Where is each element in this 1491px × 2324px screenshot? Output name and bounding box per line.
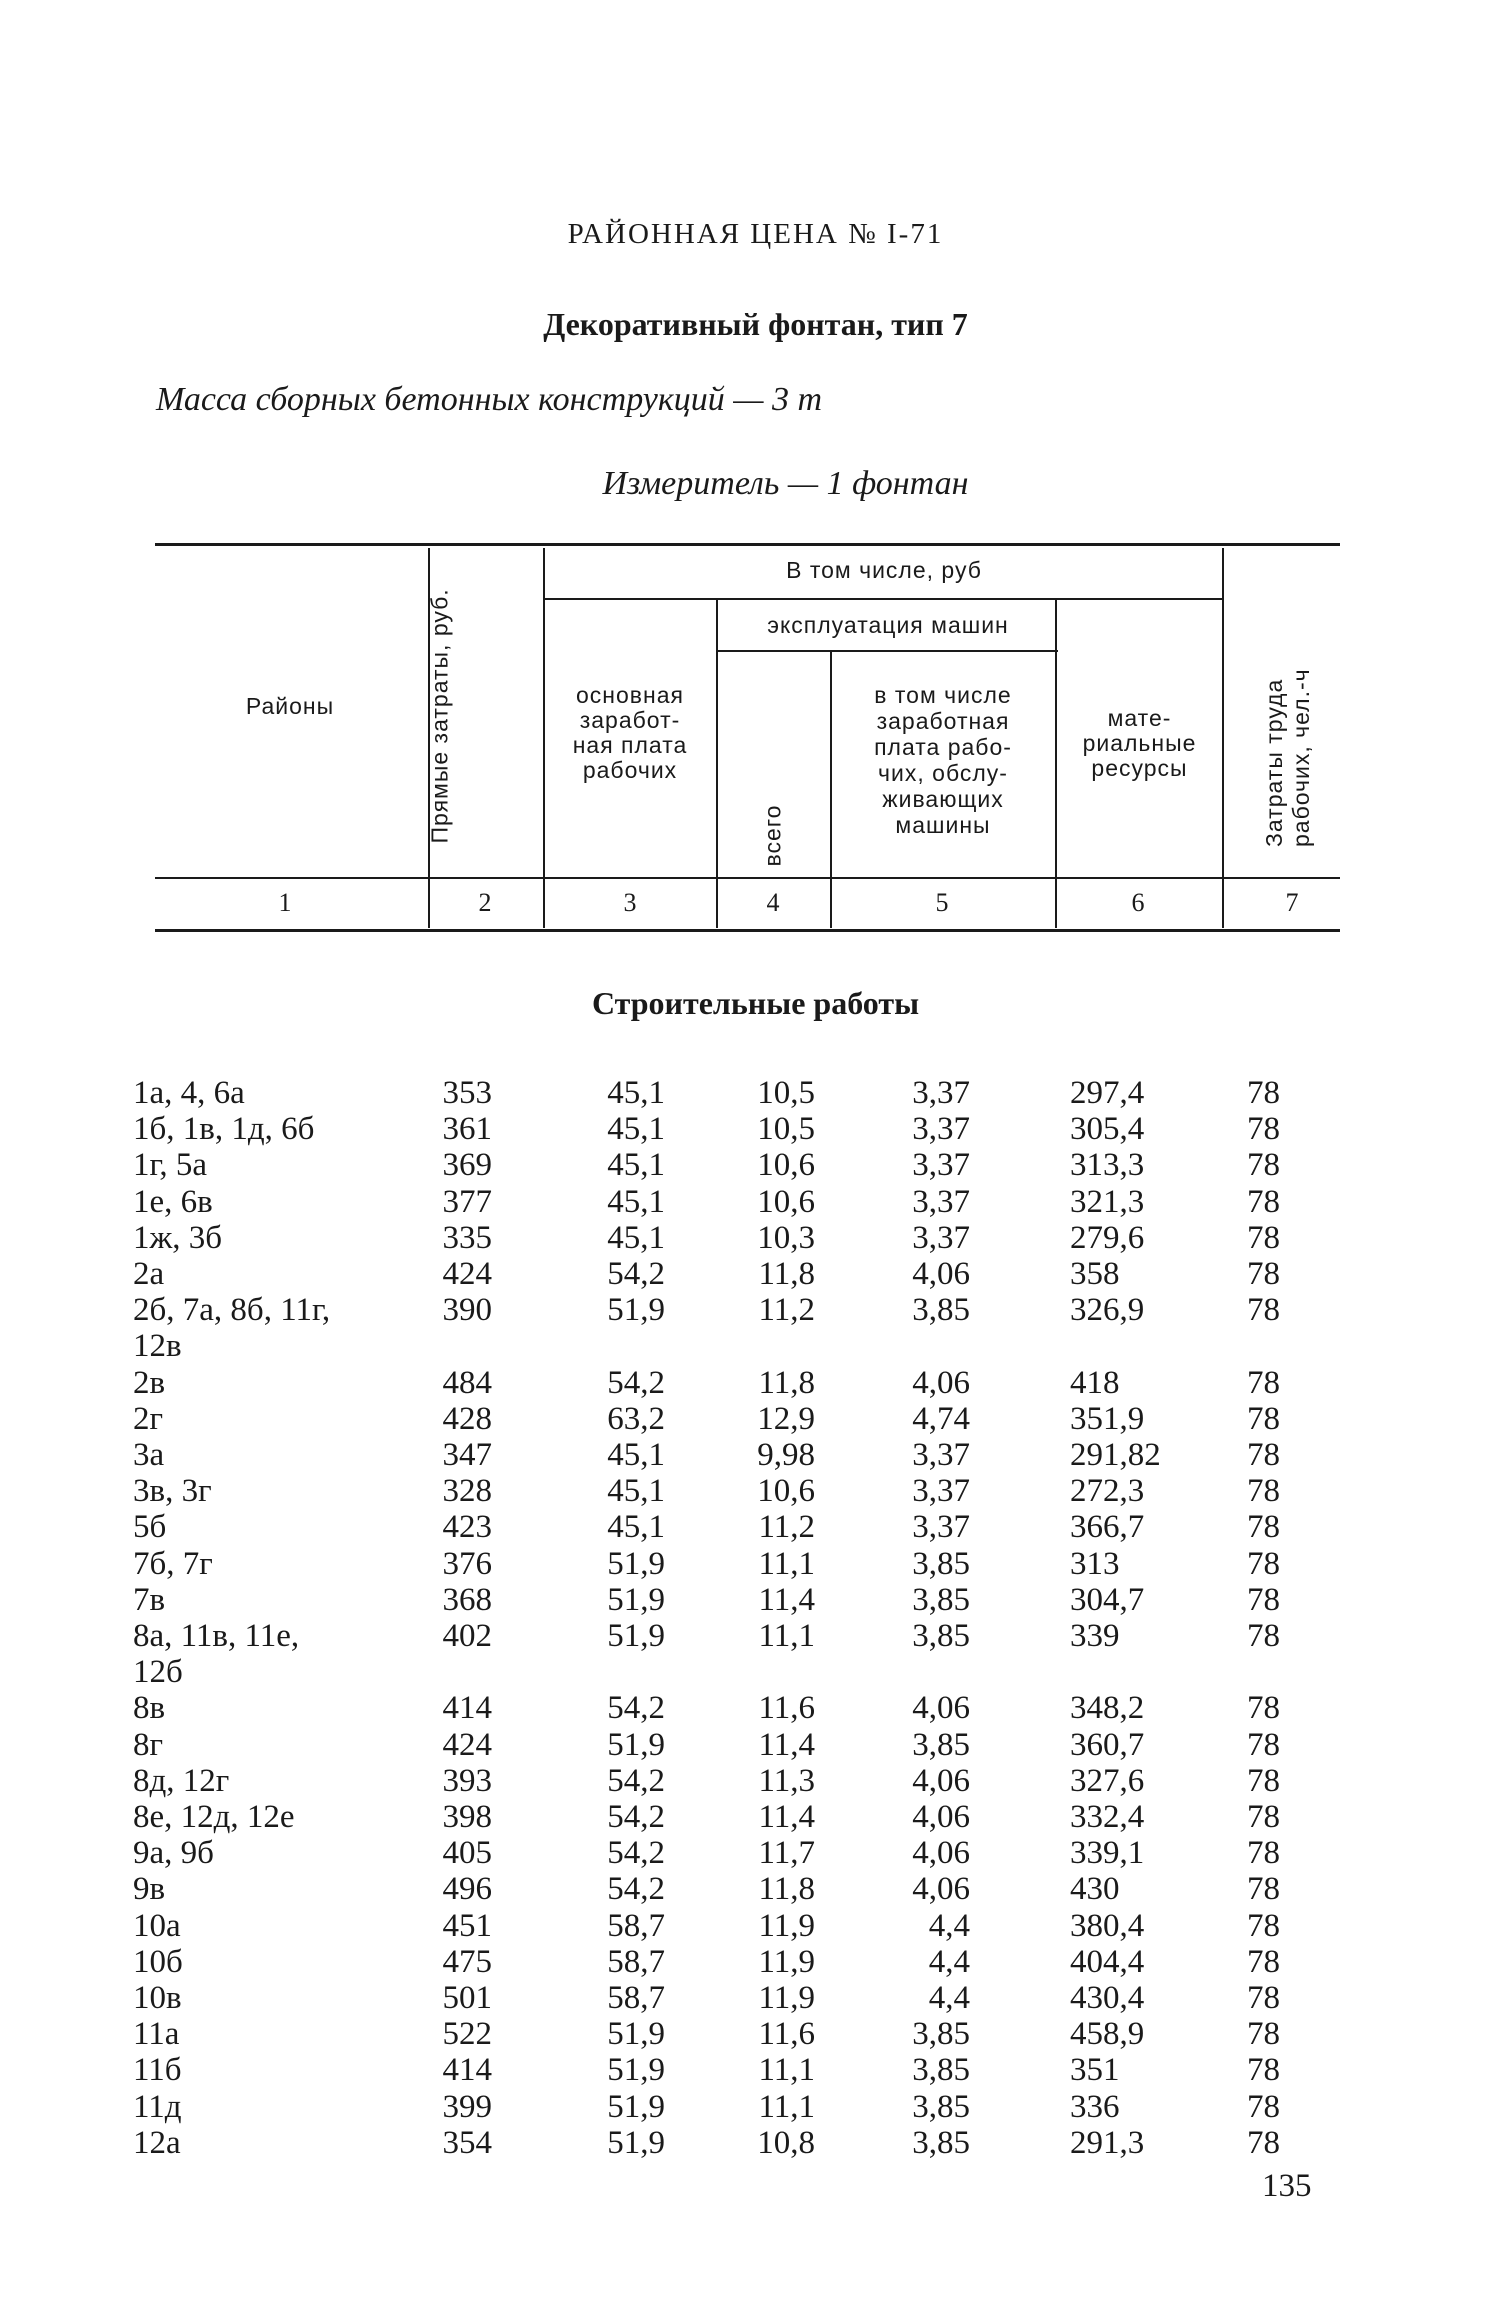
table-row [0,1256,1491,1292]
cell-district: 3в, 3г [133,1473,212,1509]
cell-district: 9а, 9б [133,1835,214,1871]
cell-materials: 404,4 [1070,1944,1145,1980]
cell-direct-costs: 369 [442,1147,492,1183]
table-row [0,1980,1491,2016]
cell-base-wage: 45,1 [607,1111,665,1147]
cell-machine-wage: 3,37 [912,1147,970,1183]
cell-materials: 313,3 [1070,1147,1145,1183]
table-row [0,1075,1491,1111]
cell-district: 1б, 1в, 1д, 6б [133,1111,315,1147]
cell-machine-total: 11,3 [758,1763,815,1799]
cell-machine-total: 10,5 [757,1075,815,1111]
cell-machine-total: 11,9 [758,1908,815,1944]
cell-base-wage: 63,2 [607,1401,665,1437]
cell-materials: 279,6 [1070,1220,1145,1256]
cell-machine-total: 12,9 [757,1401,815,1437]
cell-machine-wage: 4,06 [912,1256,970,1292]
cell-machine-wage: 3,85 [912,2089,970,2125]
cell-machine-wage: 3,85 [912,1292,970,1328]
cell-base-wage: 58,7 [607,1944,665,1980]
table-row [0,1799,1491,1835]
cell-machine-wage: 4,06 [912,1835,970,1871]
cell-materials: 418 [1070,1365,1120,1401]
cell-direct-costs: 522 [442,2016,492,2052]
cell-base-wage: 51,9 [607,1292,665,1328]
cell-labor: 78 [1247,1365,1280,1401]
cell-machine-total: 11,4 [758,1799,815,1835]
cell-direct-costs: 424 [442,1727,492,1763]
cell-materials: 304,7 [1070,1582,1145,1618]
page-number: 135 [1262,2168,1312,2204]
cell-machine-total: 11,2 [758,1292,815,1328]
header-machine-wage-line: живающих [882,786,1004,812]
cell-district: 1ж, 3б [133,1220,223,1256]
cell-machine-total: 11,8 [758,1365,815,1401]
cell-labor: 78 [1247,1582,1280,1618]
cell-machine-total: 10,6 [757,1147,815,1183]
cell-machine-wage: 3,37 [912,1437,970,1473]
cell-district: 11а [133,2016,180,2052]
cell-labor: 78 [1247,1473,1280,1509]
cell-base-wage: 45,1 [607,1473,665,1509]
cell-direct-costs: 353 [442,1075,492,1111]
cell-direct-costs: 424 [442,1256,492,1292]
table-row [0,1727,1491,1763]
cell-base-wage: 54,2 [607,1763,665,1799]
header-materials [1057,706,1222,781]
cell-district: 2б, 7а, 8б, 11г, [133,1292,331,1328]
cell-machine-total: 11,1 [758,1546,815,1582]
cell-labor: 78 [1247,1184,1280,1220]
table-row [0,1944,1491,1980]
cell-base-wage: 54,2 [607,1871,665,1907]
cell-machine-wage: 3,37 [912,1220,970,1256]
cell-materials: 360,7 [1070,1727,1145,1763]
cell-base-wage: 54,2 [607,1835,665,1871]
cell-base-wage: 45,1 [607,1184,665,1220]
cell-district: 7б, 7г [133,1546,213,1582]
cell-machine-total: 11,6 [758,2016,815,2052]
cell-labor: 78 [1247,1401,1280,1437]
cell-district: 12б [133,1654,183,1690]
cell-machine-total: 11,4 [758,1582,815,1618]
cell-machine-total: 10,8 [757,2125,815,2161]
cell-materials: 291,82 [1070,1437,1161,1473]
cell-district: 12в [133,1328,182,1364]
cell-direct-costs: 347 [442,1437,492,1473]
cell-base-wage: 51,9 [607,1727,665,1763]
cell-district: 9в [133,1871,166,1907]
cell-district: 11д [133,2089,182,2125]
cell-district: 11б [133,2052,182,2088]
cell-district: 10а [133,1908,181,1944]
cell-machine-total: 10,3 [757,1220,815,1256]
cell-labor: 78 [1247,2089,1280,2125]
table-row [0,1835,1491,1871]
cell-base-wage: 51,9 [607,2016,665,2052]
cell-direct-costs: 398 [442,1799,492,1835]
cell-base-wage: 51,9 [607,2125,665,2161]
cell-machine-wage: 3,85 [912,1618,970,1654]
table-number-rule [155,929,1340,932]
object-title: Декоративный фонтан, тип 7 [543,306,968,342]
cell-machine-total: 11,2 [758,1509,815,1545]
header-materials-line: мате- [1107,705,1172,731]
table-row [0,1473,1491,1509]
cell-machine-wage: 3,37 [912,1184,970,1220]
cell-direct-costs: 399 [442,2089,492,2125]
cell-machine-total: 11,4 [758,1727,815,1763]
cell-district: 5б [133,1509,167,1545]
table-row [0,1328,1491,1364]
cell-direct-costs: 484 [442,1365,492,1401]
cell-labor: 78 [1247,2052,1280,2088]
table-row [0,1763,1491,1799]
col-number-2: 2 [478,888,492,917]
cell-machine-wage: 3,85 [912,1546,970,1582]
cell-machine-total: 11,1 [758,2089,815,2125]
cell-district: 8е, 12д, 12е [133,1799,295,1835]
cell-machine-total: 10,5 [757,1111,815,1147]
cell-district: 12а [133,2125,181,2161]
cell-materials: 321,3 [1070,1184,1145,1220]
cell-labor: 78 [1247,1727,1280,1763]
cell-machine-total: 11,6 [758,1690,815,1726]
header-machine-wage-line: чих, обслу- [878,760,1008,786]
cell-base-wage: 51,9 [607,1582,665,1618]
cell-direct-costs: 451 [442,1908,492,1944]
header-base-wage-line: рабочих [582,757,678,783]
cell-base-wage: 54,2 [607,1365,665,1401]
table-row [0,1546,1491,1582]
cell-machine-total: 11,9 [758,1980,815,2016]
cell-base-wage: 51,9 [607,1546,665,1582]
machine-underline [718,650,1058,652]
table-row [0,1690,1491,1726]
cell-base-wage: 51,9 [607,2052,665,2088]
table-row [0,2016,1491,2052]
cell-direct-costs: 376 [442,1546,492,1582]
cell-direct-costs: 335 [442,1220,492,1256]
cell-base-wage: 45,1 [607,1147,665,1183]
cell-labor: 78 [1247,1690,1280,1726]
cell-base-wage: 58,7 [607,1908,665,1944]
header-machine-wage [832,682,1054,838]
cell-labor: 78 [1247,1980,1280,2016]
header-labor-line: Затраты труда [1261,678,1287,847]
cell-machine-wage: 4,4 [928,1980,970,2016]
cell-labor: 78 [1247,1292,1280,1328]
cell-machine-wage: 3,85 [912,1727,970,1763]
cell-machine-wage: 3,85 [912,2125,970,2161]
cell-direct-costs: 414 [442,1690,492,1726]
cell-direct-costs: 496 [442,1871,492,1907]
cell-materials: 366,7 [1070,1509,1145,1545]
cell-machine-wage: 3,85 [912,2016,970,2052]
cell-direct-costs: 361 [442,1111,492,1147]
cell-materials: 351,9 [1070,1401,1145,1437]
cell-machine-wage: 4,06 [912,1690,970,1726]
cell-machine-total: 11,7 [758,1835,815,1871]
cell-district: 8в [133,1690,166,1726]
cell-machine-wage: 3,37 [912,1111,970,1147]
col-number-5: 5 [935,888,949,917]
cell-direct-costs: 390 [442,1292,492,1328]
cell-machine-wage: 3,37 [912,1509,970,1545]
header-machine-wage-line: машины [895,812,991,838]
header-districts: Районы [245,693,335,719]
cell-materials: 339 [1070,1618,1120,1654]
col-divider-3 [716,600,718,928]
cell-direct-costs: 501 [442,1980,492,2016]
cell-base-wage: 45,1 [607,1075,665,1111]
header-total: всего [759,804,786,867]
cell-base-wage: 54,2 [607,1256,665,1292]
cell-labor: 78 [1247,1871,1280,1907]
cell-labor: 78 [1247,1799,1280,1835]
header-labor [1261,627,1315,847]
table-row [0,1654,1491,1690]
table-row [0,1582,1491,1618]
cell-materials: 458,9 [1070,2016,1145,2052]
cell-direct-costs: 368 [442,1582,492,1618]
header-machine-wage-line: в том числе [874,682,1012,708]
cell-materials: 305,4 [1070,1111,1145,1147]
table-row [0,1618,1491,1654]
cell-base-wage: 51,9 [607,1618,665,1654]
cell-materials: 272,3 [1070,1473,1145,1509]
cell-machine-total: 10,6 [757,1473,815,1509]
cell-materials: 291,3 [1070,2125,1145,2161]
cell-machine-wage: 3,85 [912,2052,970,2088]
cell-machine-wage: 4,06 [912,1763,970,1799]
cell-machine-total: 11,8 [758,1871,815,1907]
table-row [0,2089,1491,2125]
cell-direct-costs: 405 [442,1835,492,1871]
header-machine-operation: эксплуатация машин [767,612,1009,638]
cell-labor: 78 [1247,1763,1280,1799]
header-base-wage-line: основная [576,682,684,708]
cell-machine-wage: 4,06 [912,1799,970,1835]
cell-machine-wage: 4,06 [912,1365,970,1401]
cell-direct-costs: 414 [442,2052,492,2088]
cell-base-wage: 58,7 [607,1980,665,2016]
cell-direct-costs: 475 [442,1944,492,1980]
cell-materials: 326,9 [1070,1292,1145,1328]
table-row [0,1871,1491,1907]
cell-district: 2в [133,1365,166,1401]
cell-direct-costs: 402 [442,1618,492,1654]
cell-district: 1а, 4, 6а [133,1075,245,1111]
cell-machine-total: 11,1 [758,2052,815,2088]
cell-direct-costs: 428 [442,1401,492,1437]
table-top-rule [155,543,1340,546]
cell-direct-costs: 354 [442,2125,492,2161]
cell-materials: 313 [1070,1546,1120,1582]
header-base-wage-line: ная плата [572,732,688,758]
table-row [0,1908,1491,1944]
cell-materials: 430,4 [1070,1980,1145,2016]
cell-district: 7в [133,1582,166,1618]
table-row [0,1437,1491,1473]
table-row [0,1220,1491,1256]
cell-direct-costs: 328 [442,1473,492,1509]
cell-base-wage: 45,1 [607,1220,665,1256]
measure-line: Измеритель — 1 фонтан [602,465,969,502]
cell-labor: 78 [1247,2016,1280,2052]
cell-base-wage: 45,1 [607,1509,665,1545]
header-labor-line: рабочих, чел.-ч [1288,668,1314,847]
cell-district: 1г, 5а [133,1147,207,1183]
cell-machine-wage: 4,4 [928,1944,970,1980]
cell-machine-wage: 3,37 [912,1473,970,1509]
cell-machine-wage: 3,37 [912,1075,970,1111]
table-row [0,1111,1491,1147]
cell-materials: 430 [1070,1871,1120,1907]
cell-labor: 78 [1247,1256,1280,1292]
cell-materials: 327,6 [1070,1763,1145,1799]
cell-base-wage: 54,2 [607,1799,665,1835]
cell-district: 3а [133,1437,165,1473]
cell-base-wage: 51,9 [607,2089,665,2125]
table-row [0,1365,1491,1401]
cell-base-wage: 54,2 [607,1690,665,1726]
table-row [0,1147,1491,1183]
cell-labor: 78 [1247,1075,1280,1111]
header-bottom-rule [155,877,1340,879]
table-row [0,1509,1491,1545]
cell-materials: 380,4 [1070,1908,1145,1944]
cell-labor: 78 [1247,1835,1280,1871]
cell-machine-total: 9,98 [757,1437,815,1473]
cell-district: 1е, 6в [133,1184,213,1220]
table-row [0,1401,1491,1437]
cell-district: 2г [133,1401,164,1437]
cell-labor: 78 [1247,1944,1280,1980]
cell-machine-wage: 4,74 [912,1401,970,1437]
table-row [0,1184,1491,1220]
cell-machine-total: 11,8 [758,1256,815,1292]
price-title: РАЙОННАЯ ЦЕНА № I-71 [567,218,944,250]
header-machine-wage-line: заработная [876,708,1010,734]
table-row [0,2052,1491,2088]
cell-machine-total: 11,9 [758,1944,815,1980]
cell-direct-costs: 393 [442,1763,492,1799]
col-number-3: 3 [623,888,637,917]
cell-direct-costs: 377 [442,1184,492,1220]
cell-machine-total: 10,6 [757,1184,815,1220]
cell-district: 2а [133,1256,165,1292]
cell-labor: 78 [1247,1147,1280,1183]
cell-base-wage: 45,1 [607,1437,665,1473]
cell-labor: 78 [1247,1908,1280,1944]
col-divider-6 [1222,548,1224,928]
section-title: Строительные работы [591,985,920,1021]
cell-materials: 332,4 [1070,1799,1145,1835]
cell-labor: 78 [1247,2125,1280,2161]
cell-labor: 78 [1247,1509,1280,1545]
cell-district: 8г [133,1727,164,1763]
cell-district: 10в [133,1980,182,2016]
table-row [0,1292,1491,1328]
header-materials-line: ресурсы [1091,755,1188,781]
header-machine-wage-line: плата рабо- [874,734,1012,760]
cell-materials: 336 [1070,2089,1120,2125]
cell-materials: 358 [1070,1256,1120,1292]
cell-district: 10б [133,1944,183,1980]
col-number-6: 6 [1131,888,1145,917]
cell-materials: 351 [1070,2052,1120,2088]
col-number-1: 1 [278,888,292,917]
cell-machine-total: 11,1 [758,1618,815,1654]
header-including: В том числе, руб [786,557,982,583]
cell-labor: 78 [1247,1437,1280,1473]
cell-materials: 348,2 [1070,1690,1145,1726]
cell-labor: 78 [1247,1546,1280,1582]
col-number-7: 7 [1285,888,1299,917]
cell-district: 8а, 11в, 11е, [133,1618,300,1654]
cell-labor: 78 [1247,1618,1280,1654]
cell-machine-wage: 4,4 [928,1908,970,1944]
including-underline [545,598,1223,600]
header-direct-costs: Прямые затраты, руб. [426,588,453,844]
header-base-wage [545,683,715,783]
cell-machine-wage: 4,06 [912,1871,970,1907]
cell-materials: 339,1 [1070,1835,1145,1871]
cell-direct-costs: 423 [442,1509,492,1545]
cell-labor: 78 [1247,1111,1280,1147]
col-number-4: 4 [766,888,780,917]
cell-materials: 297,4 [1070,1075,1145,1111]
cell-machine-wage: 3,85 [912,1582,970,1618]
cell-labor: 78 [1247,1220,1280,1256]
header-materials-line: риальные [1082,730,1197,756]
cell-district: 8д, 12г [133,1763,230,1799]
mass-line: Масса сборных бетонных конструкций — 3 т [156,381,823,418]
header-base-wage-line: заработ- [579,707,681,733]
table-row [0,2125,1491,2161]
